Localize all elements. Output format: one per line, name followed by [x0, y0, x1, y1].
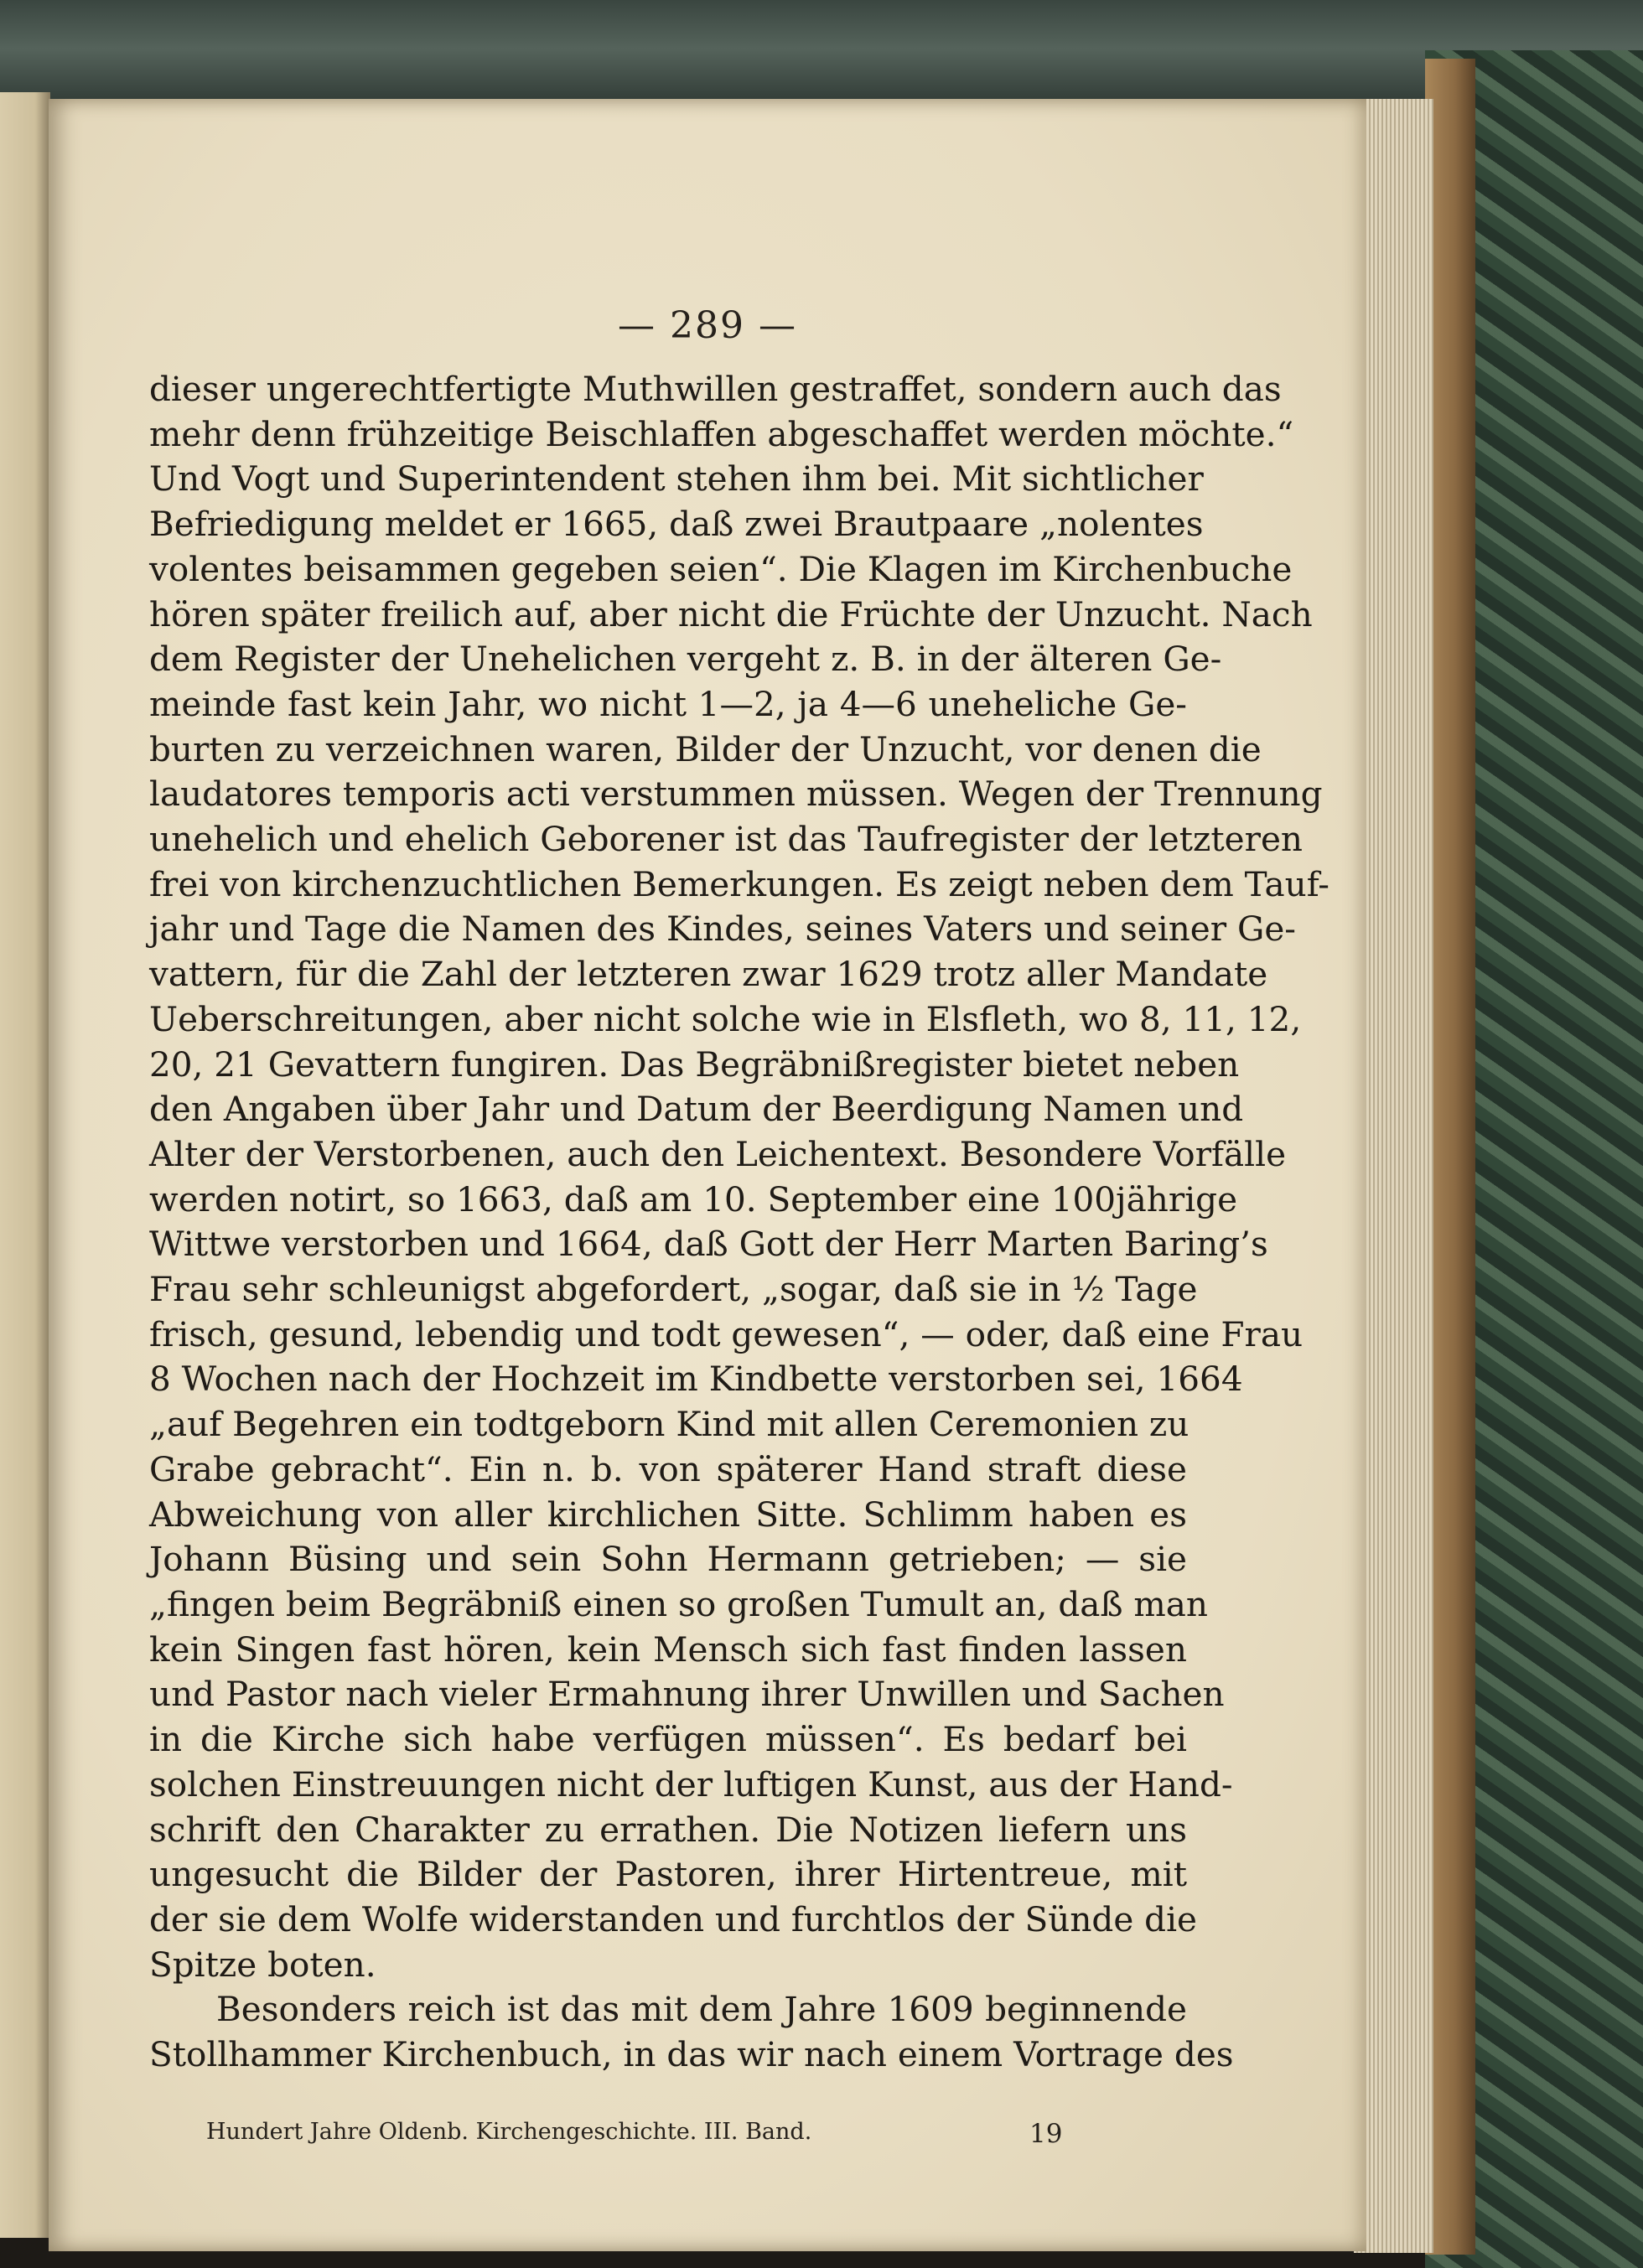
text-line: Und Vogt und Superintendent stehen ihm bei. Mit sichtlicher	[149, 458, 1204, 500]
page-footer: Hundert Jahre Oldenb. Kirchengeschichte. III. Band.	[206, 2119, 812, 2145]
book-page	[49, 99, 1366, 2251]
text-line: Spitze boten.	[149, 1944, 376, 1985]
text-line: volentes beisammen gegeben seien“. Die Klagen im Kirchenbuche	[149, 548, 1293, 589]
text-line: vattern, für die Zahl der letzteren zwar 1629 trotz aller Mandate	[149, 954, 1268, 995]
text-line: 8 Wochen nach der Hochzeit im Kindbette verstorben sei, 1664	[149, 1359, 1243, 1400]
signature-mark: 19	[1029, 2119, 1063, 2149]
text-line: solchen Einstreuungen nicht der luftigen Kunst, aus der Hand-	[149, 1763, 1233, 1805]
text-line: dieser ungerechtfertigte Muthwillen gestraffet, sondern auch das	[149, 369, 1282, 409]
text-line: Frau sehr schleunigst abgefordert, „sogar, daß sie in ½ Tage	[149, 1269, 1198, 1310]
text-line: dem Register der Unehelichen vergeht z. B. in der älteren Ge-	[149, 639, 1222, 680]
text-line: und Pastor nach vieler Ermahnung ihrer Unwillen und Sachen	[149, 1674, 1225, 1715]
text-line: jahr und Tage die Namen des Kindes, seines Vaters und seiner Ge-	[149, 909, 1296, 950]
text-line: Abweichung von aller kirchlichen Sitte. Schlimm haben es	[149, 1494, 1187, 1535]
text-line: ungesucht die Bilder der Pastoren, ihrer Hirtentreue, mit	[149, 1854, 1187, 1895]
text-line: Wittwe verstorben und 1664, daß Gott der Herr Marten Baring’s	[149, 1224, 1268, 1265]
text-line: den Angaben über Jahr und Datum der Beerdigung Namen und	[149, 1089, 1244, 1130]
text-line: schrift den Charakter zu errathen. Die Notizen liefern uns	[149, 1809, 1187, 1850]
page-number: — 289 —	[618, 304, 797, 347]
book-cover-top	[0, 0, 1643, 109]
facing-page-edge	[0, 92, 50, 2238]
text-line: 20, 21 Gevattern fungiren. Das Begräbnißregister bietet neben	[149, 1043, 1240, 1085]
text-line: burten zu verzeichnen waren, Bilder der Unzucht, vor denen die	[149, 728, 1262, 769]
body-text	[149, 367, 1329, 2078]
text-line: Alter der Verstorbenen, auch den Leichentext. Besondere Vorfälle	[149, 1133, 1287, 1174]
text-line: hören später freilich auf, aber nicht die Früchte der Unzucht. Nach	[149, 593, 1313, 634]
text-line: Johann Büsing und sein Sohn Hermann getrieben; — sie	[149, 1539, 1187, 1580]
text-line: Besonders reich ist das mit dem Jahre 1609 beginnende	[216, 1989, 1187, 2030]
text-line: frei von kirchenzuchtlichen Bemerkungen. Es zeigt neben dem Tauf-	[149, 863, 1329, 904]
text-line: der sie dem Wolfe widerstanden und furchtlos der Sünde die	[149, 1898, 1198, 1939]
text-line: meinde fast kein Jahr, wo nicht 1—2, ja 4—6 uneheliche Ge-	[149, 683, 1187, 724]
text-line: Stollhammer Kirchenbuch, in das wir nach einem Vortrage des	[149, 2034, 1234, 2075]
text-line: unehelich und ehelich Geborener ist das Taufregister der letzteren	[149, 819, 1303, 860]
text-line: laudatores temporis acti verstummen müssen. Wegen der Trennung	[149, 774, 1323, 815]
text-line: „auf Begehren ein todtgeborn Kind mit allen Ceremonien zu	[149, 1404, 1189, 1445]
text-line: frisch, gesund, lebendig und todt gewesen“, — oder, daß eine Frau	[149, 1313, 1304, 1354]
text-line: Grabe gebracht“. Ein n. b. von späterer Hand straft diese	[149, 1448, 1187, 1489]
text-line: in die Kirche sich habe verfügen müssen“. Es bedarf bei	[149, 1719, 1187, 1760]
text-line: Ueberschreitungen, aber nicht solche wie in Elsfleth, wo 8, 11, 12,	[149, 998, 1302, 1039]
text-line: „fingen beim Begräbniß einen so großen Tumult an, daß man	[149, 1583, 1209, 1624]
text-line: kein Singen fast hören, kein Mensch sich fast finden lassen	[149, 1629, 1187, 1670]
text-line: werden notirt, so 1663, daß am 10. September eine 100jährige	[149, 1178, 1238, 1219]
text-line: mehr denn frühzeitige Beischlaffen abgeschaffet werden möchte.“	[149, 413, 1294, 454]
text-line: Befriedigung meldet er 1665, daß zwei Brautpaare „nolentes	[149, 504, 1204, 545]
